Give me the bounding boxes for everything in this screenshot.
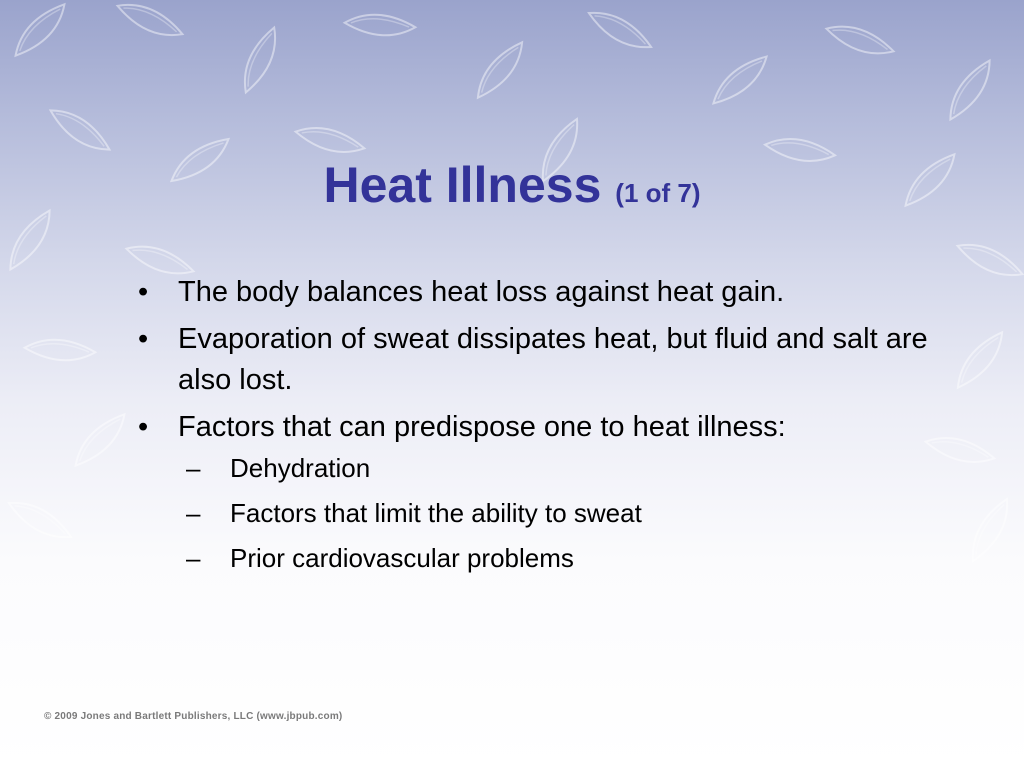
bullet-item — [138, 319, 938, 401]
bullet-text: Factors that can predispose one to heat illness: — [178, 411, 786, 443]
sub-bullet-marker: – — [186, 498, 201, 528]
sub-bullet-item — [186, 542, 938, 574]
bullet-item — [138, 272, 938, 313]
bullet-list — [138, 272, 938, 587]
sub-bullet-item — [186, 497, 938, 529]
sub-bullet-item — [186, 452, 938, 484]
sub-bullet-text: Factors that limit the ability to sweat — [230, 498, 642, 528]
bullet-marker: • — [138, 411, 149, 443]
sub-bullet-marker: – — [186, 453, 201, 483]
bullet-text: The body balances heat loss against heat gain. — [178, 276, 785, 308]
sub-bullet-list — [178, 452, 938, 574]
bullet-marker: • — [138, 323, 149, 355]
title-sub: (1 of 7) — [615, 178, 701, 208]
sub-bullet-text: Prior cardiovascular problems — [230, 543, 574, 573]
title-main: Heat Illness — [323, 157, 602, 213]
copyright-footer: © 2009 Jones and Bartlett Publishers, LLC (www.jbpub.com) — [44, 711, 343, 722]
bullet-text: Evaporation of sweat dissipates heat, but fluid and salt are also lost. — [178, 323, 928, 396]
slide-title — [0, 155, 1024, 223]
bullet-item — [138, 407, 938, 574]
bullet-marker: • — [138, 276, 149, 308]
sub-bullet-marker: – — [186, 543, 201, 573]
sub-bullet-text: Dehydration — [230, 453, 371, 483]
